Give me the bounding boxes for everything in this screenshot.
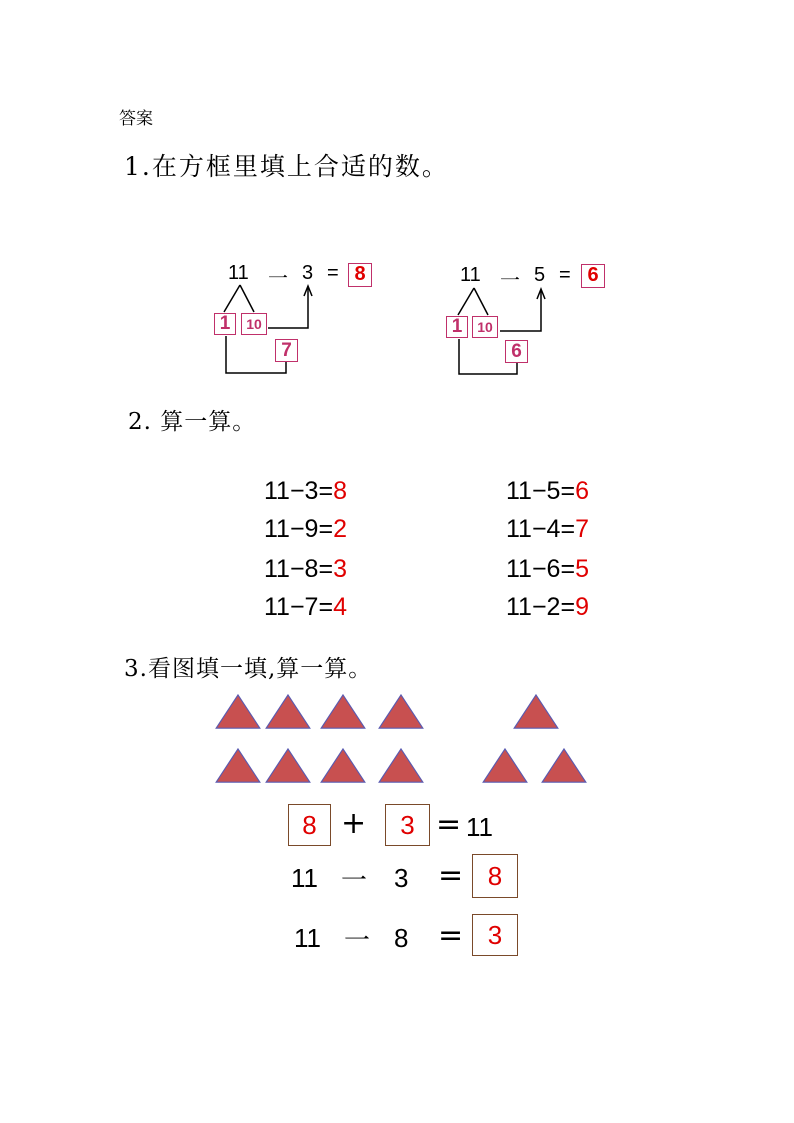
q1-left-minuend: 11: [228, 262, 249, 284]
q2-item: [506, 555, 589, 584]
q3-addend-box-2: 3: [385, 804, 430, 846]
q1-right-result-box: 6: [581, 264, 605, 288]
q2-expression: 11−4=: [506, 515, 576, 543]
q1-heading: 1.在方框里填上合适的数。: [124, 152, 449, 181]
q2-expression: 11−6=: [506, 555, 576, 583]
q2-expression: 11−3=: [264, 477, 334, 505]
q2-expression: 11−9=: [264, 515, 334, 543]
q1-right-minuend: 11: [460, 264, 481, 286]
q1-right-minus: 一: [500, 270, 520, 292]
q2-answer: 9: [575, 593, 589, 621]
q1-right-subtrahend: 5: [534, 264, 546, 286]
q2-answer: 2: [333, 515, 347, 543]
equals-sign: =: [438, 858, 464, 893]
triangle-shape: [540, 747, 588, 785]
q2-heading: 2. 算一算。: [128, 409, 257, 435]
triangle-shape: [481, 747, 529, 785]
q2-item: [506, 593, 589, 622]
triangle-shape: [377, 747, 425, 785]
q3-subtrahend: 8: [394, 923, 409, 953]
q1-right-equals: =: [559, 264, 571, 286]
triangle-shape: [377, 693, 425, 731]
q3-result-box-2: 3: [472, 914, 518, 956]
q2-answer: 3: [333, 555, 347, 583]
q2-answer: 4: [333, 593, 347, 621]
q2-answer: 8: [333, 477, 347, 505]
q1-left-split-one: 1: [214, 313, 236, 335]
q2-answer: 7: [575, 515, 589, 543]
triangle-shape: [512, 693, 560, 731]
triangle-shape: [319, 747, 367, 785]
answer-title: 答案: [119, 109, 153, 129]
q2-item: [264, 555, 347, 584]
q2-expression: 11−5=: [506, 477, 576, 505]
q2-item: [264, 515, 347, 544]
q3-result-box-1: 8: [472, 854, 518, 898]
q1-right-sub-result: 6: [505, 340, 528, 363]
q2-item: [506, 477, 589, 506]
q3-total: 11: [466, 812, 493, 842]
q3-addend-box-1: 8: [288, 804, 331, 846]
triangle-shape: [264, 693, 312, 731]
q2-item: [506, 515, 589, 544]
triangle-shape: [214, 693, 262, 731]
plus-sign: +: [341, 806, 367, 841]
q3-minuend: 11: [291, 863, 318, 893]
q2-answer: 6: [575, 477, 589, 505]
q2-item: [264, 593, 347, 622]
q2-expression: 11−8=: [264, 555, 334, 583]
q2-item: [264, 477, 347, 506]
q1-left-split-ten: 10: [241, 313, 267, 335]
q1-left-subtrahend: 3: [302, 262, 314, 284]
q1-left-sub-result: 7: [275, 339, 298, 362]
q2-expression: 11−7=: [264, 593, 334, 621]
q3-minuend: 11: [294, 923, 321, 953]
q3-heading: 3.看图填一填,算一算。: [124, 656, 373, 682]
q1-left-minus: 一: [268, 268, 288, 290]
minus-sign: 一: [341, 866, 368, 896]
q2-expression: 11−2=: [506, 593, 576, 621]
equals-sign: =: [438, 918, 464, 953]
equals-sign: =: [436, 807, 462, 842]
q1-right-split-one: 1: [446, 316, 468, 338]
q1-left-equals: =: [327, 262, 339, 284]
q3-subtrahend: 3: [394, 863, 409, 893]
q2-answer: 5: [575, 555, 589, 583]
triangle-shape: [264, 747, 312, 785]
minus-sign: 一: [344, 926, 371, 956]
q1-left-result-box: 8: [348, 263, 372, 287]
triangle-shape: [319, 693, 367, 731]
triangle-shape: [214, 747, 262, 785]
q1-right-split-ten: 10: [472, 316, 498, 338]
